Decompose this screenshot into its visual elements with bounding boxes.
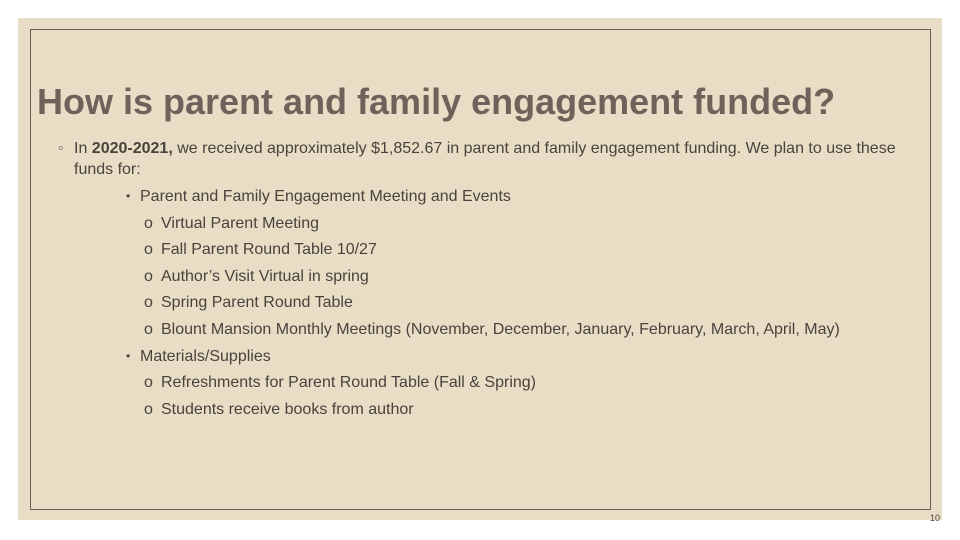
list-item-text: Refreshments for Parent Round Table (Fall & Spring) (161, 374, 536, 391)
bullet-marker: o (144, 214, 153, 232)
bullet-marker: • (126, 348, 131, 363)
intro-year: 2020-2021, (91, 140, 173, 157)
bullet-marker: o (144, 267, 153, 285)
bullet-marker: o (144, 241, 153, 258)
list-item-text: Spring Parent Round Table (161, 294, 353, 311)
group-heading (58, 186, 908, 207)
intro-text: we received approximately $1,852.67 in parent and family engagement funding. We plan to use these funds for: (74, 140, 896, 178)
list-item-text: Virtual Parent Meeting (161, 214, 320, 232)
group-label: Materials/Supplies (140, 347, 271, 365)
list-item (58, 399, 908, 420)
list-item-text: Blount Mansion Monthly Meetings (November, December, January, February, March, April, May) (161, 320, 840, 338)
list-item (58, 213, 908, 234)
list-item (58, 266, 908, 287)
list-item (58, 319, 908, 340)
bullet-marker: o (144, 320, 153, 338)
intro-paragraph (58, 138, 908, 180)
slide-title: How is parent and family engagement funded? (37, 81, 836, 122)
list-item-text: Fall Parent Round Table 10/27 (161, 241, 377, 258)
page-number: 10 (929, 513, 940, 523)
list-item-text: Author’s Visit Virtual in spring (161, 267, 369, 285)
list-item (58, 239, 908, 260)
bullet-marker: • (126, 189, 131, 203)
slide-body (58, 138, 908, 420)
list-item (58, 372, 908, 393)
bullet-marker: ◦ (58, 140, 64, 157)
list-item-text: Students receive books from author (161, 400, 414, 418)
list-item (58, 292, 908, 313)
group-label: Parent and Family Engagement Meeting and Events (140, 188, 511, 205)
group-heading (58, 346, 908, 367)
bullet-marker: o (144, 400, 153, 418)
bullet-marker: o (144, 294, 153, 311)
bullet-marker: o (144, 374, 153, 391)
intro-prefix: In (74, 140, 92, 157)
